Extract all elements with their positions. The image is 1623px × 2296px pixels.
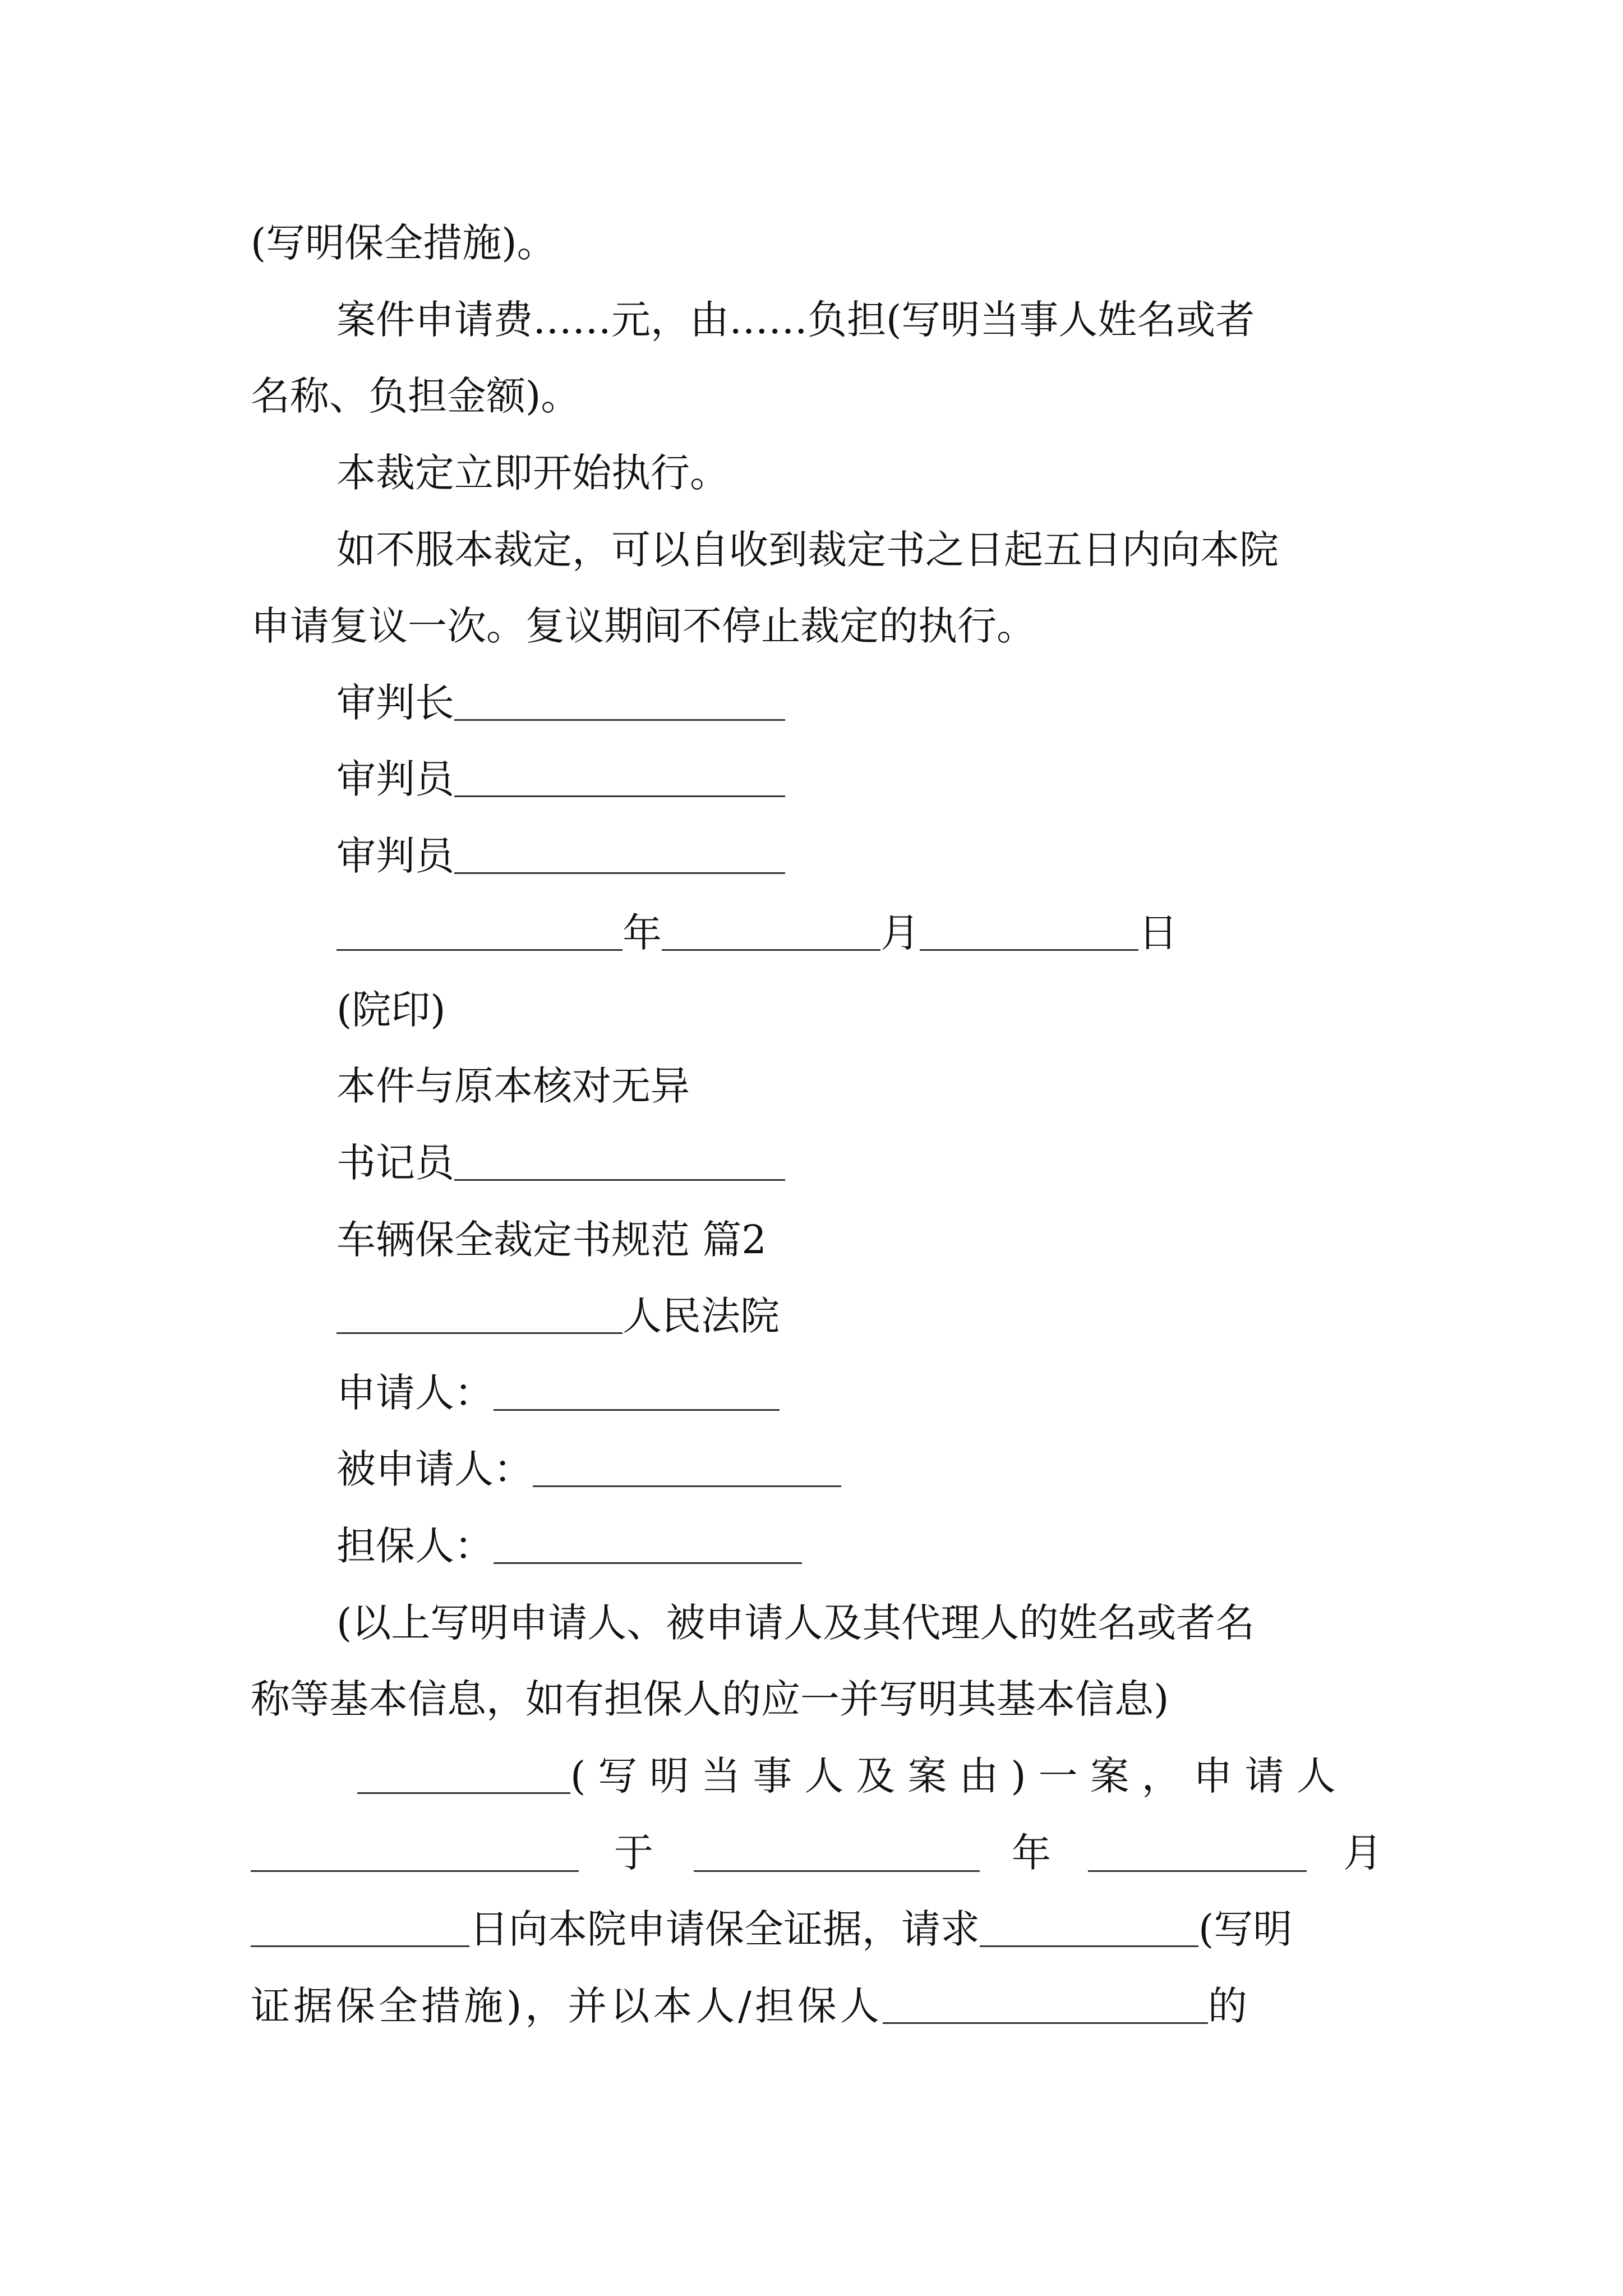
respondent-label: 被申请人：	[336, 1446, 533, 1492]
year-label: 年	[623, 910, 662, 956]
clerk-blank	[454, 1142, 785, 1181]
respondent-line	[336, 1441, 841, 1497]
body-line	[251, 1978, 1251, 2034]
chief-judge-line	[336, 675, 785, 731]
text-line: (写明保全措施)。	[251, 220, 556, 266]
respondent-blank	[533, 1448, 841, 1487]
applicant-label: 申请人：	[336, 1370, 494, 1416]
judge-line	[336, 751, 785, 807]
seal-line: (院印)	[336, 987, 446, 1033]
day-blank	[920, 912, 1138, 951]
year-blank	[336, 912, 623, 951]
measure-blank	[980, 1908, 1198, 1947]
judge-line	[336, 828, 785, 884]
guarantor-label: 担保人：	[336, 1523, 494, 1569]
nian-label: 年	[1012, 1830, 1051, 1876]
de-text: 的	[1207, 1983, 1251, 2029]
text-line: 申请复议一次。复议期间不停止裁定的执行。	[251, 603, 1036, 649]
chief-judge-label: 审判长	[336, 680, 454, 726]
court-line	[336, 1288, 780, 1344]
yue-label: 月	[1343, 1830, 1382, 1876]
court-blank	[336, 1295, 623, 1334]
body-line	[357, 1748, 1348, 1804]
date-line	[336, 905, 1178, 961]
section-title: 车辆保全裁定书规范 篇2	[336, 1217, 767, 1263]
case-text: (写明当事人及案由)一案，申请人	[570, 1753, 1348, 1799]
month-blank	[662, 912, 880, 951]
note-line: 称等基本信息，如有担保人的应一并写明其基本信息)	[251, 1676, 1169, 1722]
clerk-line	[336, 1135, 785, 1191]
applicant-name-blank	[251, 1833, 579, 1872]
case-blank	[357, 1755, 570, 1794]
verify-line: 本件与原本核对无异	[336, 1063, 690, 1109]
clerk-label: 书记员	[336, 1140, 454, 1186]
judge-label: 审判员	[336, 756, 454, 802]
month-blank	[1088, 1833, 1307, 1872]
guarantor-name-blank	[883, 1985, 1208, 2024]
write-text: (写明	[1198, 1906, 1293, 1952]
day-label: 日	[1138, 910, 1178, 956]
year-blank	[694, 1833, 980, 1872]
text-line: 名称、负担金额)。	[251, 373, 580, 419]
judge-blank	[454, 758, 785, 797]
note-line: (以上写明申请人、被申请人及其代理人的姓名或者名	[336, 1600, 1255, 1646]
court-label: 人民法院	[623, 1293, 780, 1339]
month-label: 月	[880, 910, 920, 956]
measures-text: 证据保全措施)，并以本人/担保人	[251, 1983, 883, 2029]
yu-label: 于	[614, 1830, 653, 1876]
applicant-line	[336, 1365, 780, 1421]
text-line: 案件申请费……元，由……负担(写明当事人姓名或者	[336, 297, 1255, 343]
day-blank	[251, 1908, 469, 1947]
guarantor-blank	[494, 1525, 802, 1564]
request-text: 日向本院申请保全证据，请求	[469, 1906, 980, 1952]
judge-blank	[454, 835, 785, 874]
judge-label: 审判员	[336, 833, 454, 879]
chief-judge-blank	[454, 682, 785, 721]
guarantor-line	[336, 1518, 802, 1574]
body-line	[251, 1901, 1292, 1957]
text-line: 本裁定立即开始执行。	[336, 450, 729, 496]
text-line: 如不服本裁定，可以自收到裁定书之日起五日内向本院	[336, 527, 1279, 573]
applicant-blank	[494, 1372, 780, 1411]
